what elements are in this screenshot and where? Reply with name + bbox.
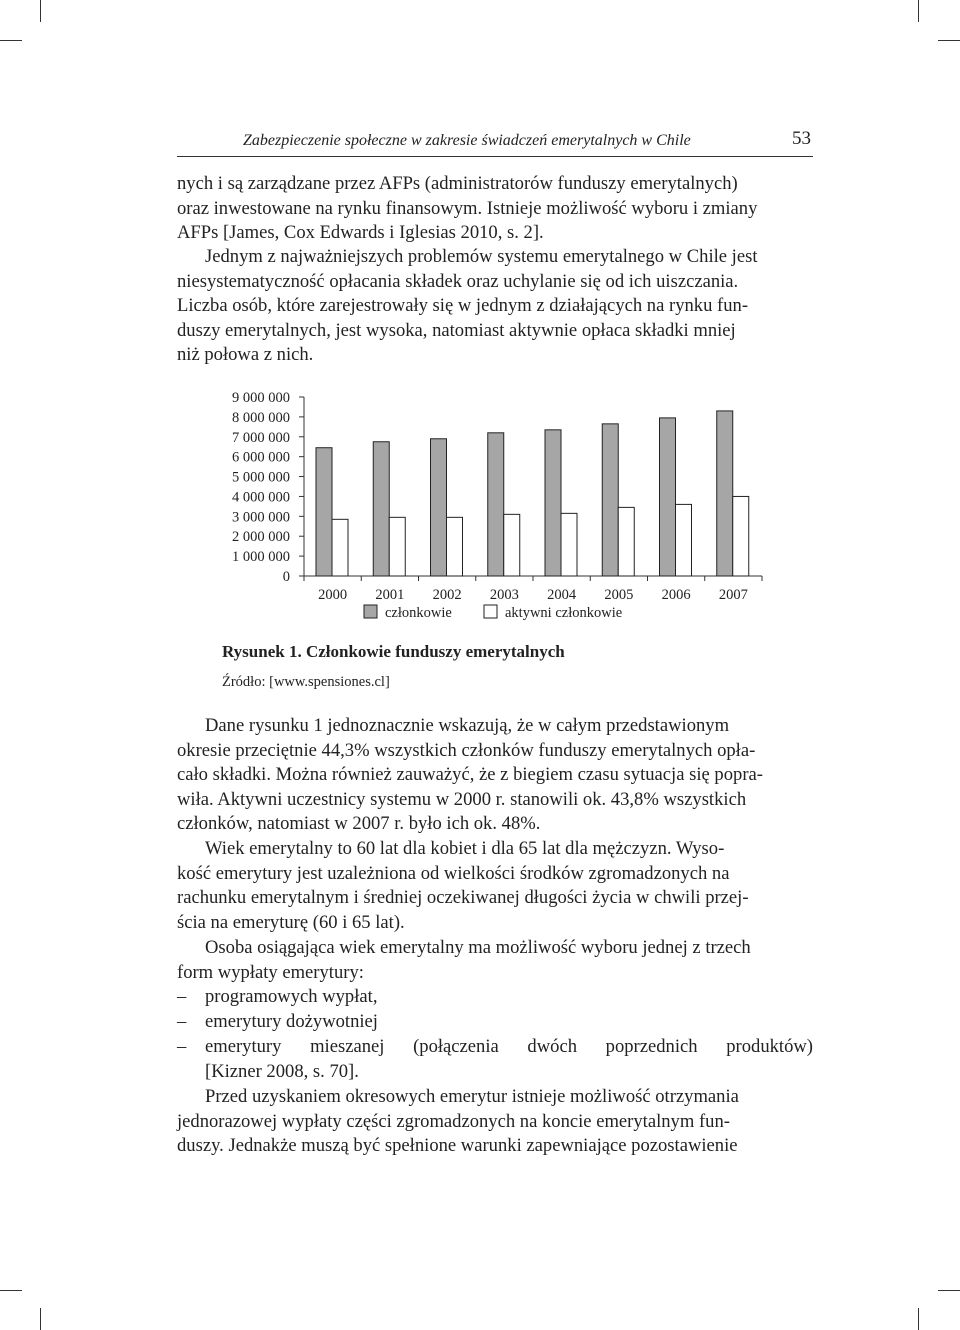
paragraph-2 bbox=[177, 245, 813, 368]
crop-mark bbox=[918, 1308, 919, 1330]
crop-mark bbox=[938, 40, 960, 41]
text-line: wiła. Aktywni uczestnicy systemu w 2000 r. stanowili ok. 43,8% wszystkich bbox=[177, 788, 747, 810]
text-line: Dane rysunku 1 jednoznacznie wskazują, że w całym przedstawionym bbox=[205, 715, 730, 736]
x-tick-label: 2004 bbox=[547, 587, 577, 603]
y-tick-label: 7 000 000 bbox=[232, 429, 290, 446]
x-tick-label: 2006 bbox=[661, 587, 691, 603]
x-tick-label: 2000 bbox=[318, 587, 348, 603]
figure-source: Źródło: [www.spensiones.cl] bbox=[222, 674, 390, 690]
x-tick-label: 2002 bbox=[432, 587, 462, 603]
y-tick-label: 8 000 000 bbox=[232, 409, 290, 426]
crop-mark bbox=[40, 0, 41, 22]
text-line: Jednym z najważniejszych problemów systemu emerytalnego w Chile jest bbox=[205, 246, 758, 267]
y-tick-label: 1 000 000 bbox=[232, 549, 290, 566]
list-dash: – bbox=[177, 1036, 187, 1057]
bar-members bbox=[545, 430, 561, 576]
running-header bbox=[177, 128, 813, 157]
text-line: niesystematyczność opłacania składek oraz uchylanie się od ich uiszczania. bbox=[177, 270, 739, 292]
bar-members bbox=[660, 418, 676, 576]
figure-caption: Rysunek 1. Członkowie funduszy emerytalnych bbox=[222, 642, 565, 661]
legend-swatch bbox=[364, 605, 377, 618]
bar-members bbox=[602, 424, 618, 576]
list-dash: – bbox=[177, 1011, 187, 1032]
bar-active-members bbox=[561, 513, 577, 576]
y-tick-label: 0 bbox=[282, 569, 290, 585]
bar-active-members bbox=[504, 514, 520, 576]
crop-mark bbox=[918, 0, 919, 22]
text-line: niż połowa z nich. bbox=[177, 344, 314, 365]
x-tick-label: 2005 bbox=[604, 587, 634, 603]
text-line: ścia na emeryturę (60 i 65 lat). bbox=[177, 911, 405, 933]
paragraph-6 bbox=[177, 1085, 813, 1159]
crop-mark bbox=[0, 1290, 22, 1291]
text-line: członków, natomiast w 2007 r. było ich ok. 48%. bbox=[177, 813, 541, 834]
paragraph-4 bbox=[177, 837, 813, 935]
bar-active-members bbox=[332, 519, 348, 576]
crop-mark bbox=[0, 40, 22, 41]
y-tick-label: 2 000 000 bbox=[232, 529, 290, 546]
list-item-text: programowych wypłat, bbox=[205, 986, 378, 1007]
bar-active-members bbox=[389, 517, 405, 576]
x-tick-label: 2003 bbox=[489, 587, 519, 603]
bar-members bbox=[717, 411, 733, 576]
x-tick-label: 2001 bbox=[375, 587, 405, 603]
list-item bbox=[177, 1035, 813, 1085]
bar-active-members bbox=[676, 504, 692, 576]
list-item-text bbox=[205, 1035, 813, 1084]
text-line: Wiek emerytalny to 60 lat dla kobiet i dla 65 lat dla mężczyzn. Wyso- bbox=[205, 838, 725, 859]
text-line: AFPs [James, Cox Edwards i Iglesias 2010, s. 2]. bbox=[177, 222, 544, 243]
crop-mark bbox=[938, 1290, 960, 1291]
paragraph-5 bbox=[177, 936, 813, 985]
running-title: Zabezpieczenie społeczne w zakresie świadczeń emerytalnych w Chile bbox=[243, 132, 691, 149]
text-line: oraz inwestowane na rynku finansowym. Istnieje możliwość wyboru i zmiany bbox=[177, 197, 758, 219]
page-number: 53 bbox=[792, 128, 811, 149]
y-tick-label: 4 000 000 bbox=[232, 489, 290, 506]
y-tick-label: 3 000 000 bbox=[232, 509, 290, 526]
y-tick-label: 5 000 000 bbox=[232, 469, 290, 486]
text-line: rachunku emerytalnym i średniej oczekiwanej długości życia w chwili przej- bbox=[177, 887, 749, 908]
paragraph-1 bbox=[177, 172, 813, 246]
bar-members bbox=[316, 448, 332, 576]
text-line: form wypłaty emerytury: bbox=[177, 961, 364, 983]
text-line: cało składki. Można również zauważyć, że z biegiem czasu sytuacja się popra- bbox=[177, 764, 763, 785]
text-line: duszy emerytalnych, jest wysoka, natomiast aktywnie opłaca składki mniej bbox=[177, 319, 736, 341]
text-line: okresie przeciętnie 44,3% wszystkich członków funduszy emerytalnych opła- bbox=[177, 739, 756, 761]
crop-mark bbox=[40, 1308, 41, 1330]
y-tick-label: 6 000 000 bbox=[232, 449, 290, 466]
text-line: kość emerytury jest uzależniona od wielkości środków zgromadzonych na bbox=[177, 862, 730, 884]
x-tick-label: 2007 bbox=[718, 587, 748, 603]
text-line: Przed uzyskaniem okresowych emerytur istnieje możliwość otrzymania bbox=[205, 1086, 739, 1107]
legend-label: aktywni członkowie bbox=[505, 605, 623, 621]
y-tick-label: 9 000 000 bbox=[232, 390, 290, 406]
list-item-text: emerytury dożywotniej bbox=[205, 1011, 378, 1032]
bar-chart bbox=[200, 385, 780, 640]
list-dash: – bbox=[177, 986, 187, 1007]
bar-members bbox=[373, 442, 389, 576]
paragraph-3 bbox=[177, 714, 813, 837]
text-line: jednorazowej wypłaty części zgromadzonych na koncie emerytalnym fun- bbox=[177, 1110, 730, 1132]
text-line: duszy. Jednakże muszą być spełnione warunki zapewniające pozostawienie bbox=[177, 1135, 738, 1156]
bar-members bbox=[488, 433, 504, 576]
legend-swatch bbox=[484, 605, 497, 618]
text-line: Liczba osób, które zarejestrowały się w jednym z działających na rynku fun- bbox=[177, 295, 749, 316]
text-line: Osoba osiągająca wiek emerytalny ma możliwość wyboru jednej z trzech bbox=[205, 937, 751, 958]
text-line: nych i są zarządzane przez AFPs (administratorów funduszy emerytalnych) bbox=[177, 173, 738, 194]
legend-label: członkowie bbox=[385, 605, 452, 621]
bar-members bbox=[431, 439, 447, 576]
bar-active-members bbox=[618, 507, 634, 576]
bar-active-members bbox=[447, 517, 463, 576]
bar-active-members bbox=[733, 496, 749, 576]
text-line: emerytury mieszanej (połączenia dwóch poprzednich produktów) bbox=[205, 1036, 813, 1057]
text-line: [Kizner 2008, s. 70]. bbox=[205, 1060, 359, 1082]
